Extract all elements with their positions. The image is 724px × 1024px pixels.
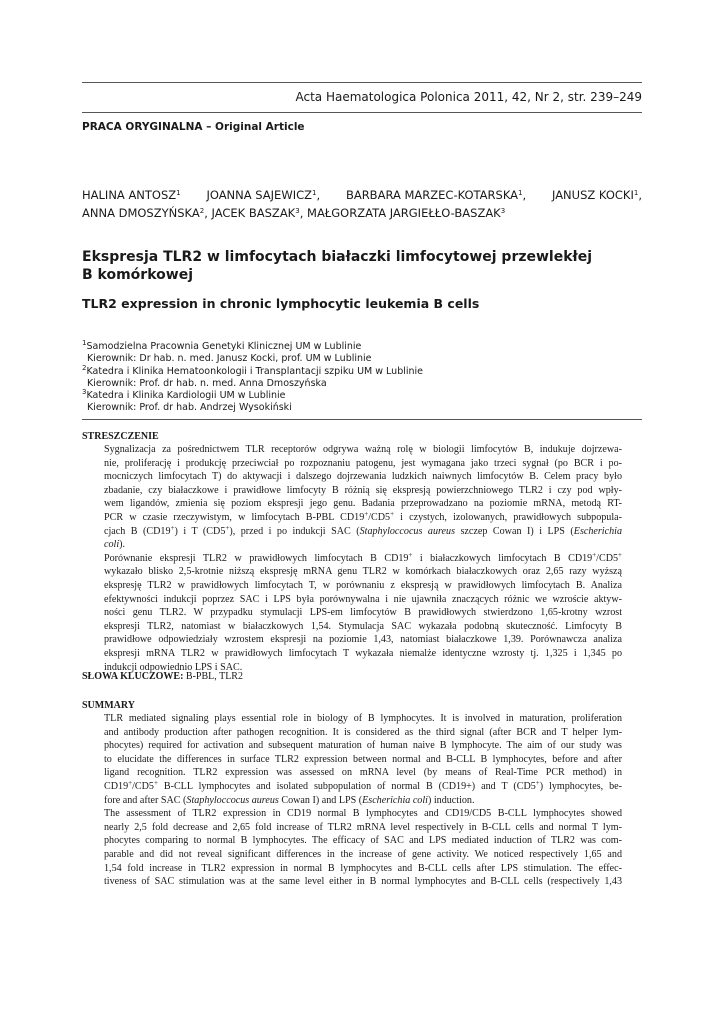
text-line: zbadanie, czy białaczkowe i prawidłowe limfocyty B różnią się ekspresją powierzchniowego TLR2 i czy pod wpły- [104,484,622,496]
text-line: nie, proliferację i produkcję przeciwciał po rozpoznaniu patogenu, jest wymagana jako trzeci sygnał (po BCR i po- [104,457,622,469]
text-line: coli). [104,539,126,551]
author: HALINA ANTOSZ$^1$ [82,188,181,202]
author: MAŁGORZATA JARGIEŁŁO-BASZAK$^3$ [307,206,506,220]
text-line: parable and did not reveal significant differences in the increase of gene activity. We noticed respectively 1,65 and [104,848,622,860]
affiliation-unit: $^2$Katedra i Klinika Hematoonkologii i Transplantacji szpiku UM w Lublinie [82,363,424,377]
article-type: PRACA ORYGINALNA – Original Article [82,121,305,133]
keywords: SŁOWA KLUCZOWE: B-PBL, TLR2 [82,671,243,682]
text-line: fore and after SAC (Staphyloccocus aureus Cowan I) and LPS (Escherichia coli) induction. [104,794,475,806]
author: JACEK BASZAK$^3$, [211,206,304,220]
text-line: and antibody production after pathogen recognition. It is considered as the third signal (after BCR and T helper lym- [104,726,622,738]
text-line: cjach B (CD19+) i T (CD5+), przed i po indukcji SAC (Staphyloccocus aureus szczep Cowan I) i LPS (Escherichia [104,523,622,537]
text-line: ekspresji TLR2, natomiast w białaczkowych 1,54. Stymulacja SAC wykazała podobną skuteczność. Limfocyty B [104,620,622,632]
affiliation-head: Kierownik: Prof. dr hab. Andrzej Wysokiński [87,402,292,414]
text-line: nearly 2,5 fold decrease and 2,65 fold increase of TLR2 mRNA level respectively in B-CLL cells and normal T lym- [104,821,622,833]
text-line: TLR mediated signaling plays essential role in biology of B lymphocytes. It is involved in maturation, proliferation [104,713,622,724]
abstract-en-heading: SUMMARY [82,700,135,711]
text-line: indukcji odpowiednio LPS i SAC. [104,661,243,673]
text-line: prawidłowe odpowiedziały wzrostem ekspresji na poziomie 1,43, natomiast białaczkowe 1,39. Porównawcza analiza [104,634,622,646]
text-line: Sygnalizacja za pośrednictwem TLR receptorów odgrywa ważną rolę w biologii limfocytów B, indukuje dojrzewa- [104,444,622,455]
affiliation-head: Kierownik: Prof. dr hab. n. med. Anna Dmoszyńska [87,377,327,389]
text-line: to elucidate the differences in surface TLR2 expression between normal and B-CLL B lymphocytes, before and after [104,753,622,765]
text-line: ligand recognition. TLR2 expression was assessed on mRNA level (by means of Real-Time PCR method) in [104,767,622,779]
text-line: PCR w czasie rzeczywistym, w limfocytach B-PBL CD19+/CD5+ i czystych, izolowanych, prawidłowych subpopula- [104,509,622,523]
text-line: Porównanie ekspresji TLR2 w prawidłowych limfocytach B CD19+ i białaczkowych limfocytach B CD19+/CD5+ [104,550,622,564]
abstract-en-body [104,712,622,889]
title-english: TLR2 expression in chronic lymphocytic leukemia B cells [82,296,480,311]
header-rule [82,112,642,113]
text-line: phocytes) required for activation and subsequent maturation of human naive B lymphocyte. The aim of our study was [104,740,622,752]
text-line: 1,54 fold increase in TLR2 expression in normal B lymphocytes and B-CLL cells after LPS stimulation. The effec- [104,862,622,874]
text-line: The assessment of TLR2 expression in CD19 normal B lymphocytes and CD19/CD5 B-CLL lymphocytes showed [104,808,622,820]
text-line: CD19+/CD5+ B-CLL lymphocytes and isolated subpopulation of normal B (CD19+) and T (CD5+) lymphocytes, be- [104,778,622,792]
abstract-pl-heading: STRESZCZENIE [82,431,159,442]
author: BARBARA MARZEC-KOTARSKA$^1$, [345,188,527,202]
text-line: ności genu TLR2. W przypadku stymulacji LPS-em limfocytów B prawidłowych stwierdzono 1,65-krotny wzrost [104,607,622,619]
affiliation-unit: $^3$Katedra i Klinika Kardiologii UM w Lublinie [82,388,286,402]
title-polish: Ekspresja TLR2 w limfocytach białaczki limfocytowej przewlekłej B komórkowej [82,249,593,283]
abstract-pl-body [104,443,622,674]
top-rule [82,82,642,83]
affiliations [82,341,642,415]
text-line: wykazało blisko 2,5-krotnie niższą ekspresję mRNA genu TLR2 w komórkach białaczkowych oraz 2,65 razy wyższą [104,566,622,578]
author: JOANNA SAJEWICZ$^1$, [206,188,321,202]
text-line: wem ligandów, zmienia się poziom ekspresji jego genu. Badania przeprowadzano na poziomie mRNA, metodą RT- [104,498,622,510]
text-line: ekspresji mRNA TLR2 w prawidłowych limfocytach T wykazała niemalże identyczne wzrosty tj. 1,325 i 1,345 po [104,647,622,659]
text-line: phocytes comparing to normal B lymphocytes. The efficacy of SAC and LPS mediated induction of TLR2 was com- [104,835,622,847]
journal-citation: Acta Haematologica Polonica 2011, 42, Nr 2, str. 239–249 [295,90,642,104]
author-list [82,186,642,222]
text-line: ekspresję TLR2 w prawidłowych limfocytach T, w porównaniu z ekspresją w prawidłowych limfocytach B. Analiza [104,579,622,591]
text-line: tiveness of SAC stimulation was at the same level either in B normal lymphocytes and B-CLL cells (respectively 1,43 [104,876,622,888]
affiliation-head: Kierownik: Dr hab. n. med. Janusz Kocki, prof. UM w Lublinie [87,353,372,365]
author: ANNA DMOSZYŃSKA$^2$, [82,206,208,220]
author: JANUSZ KOCKI$^1$, [552,188,642,202]
text-line: efektywności indukcji poprzez SAC i LPS była porównywalna i nie ujawniła znaczących różnic we wzroście aktyw- [104,593,622,605]
text-line: mocniczych limfocytach T) do aktywacji i dalszego dojrzewania ludzkich naiwnych limfocytów B. Celem pracy było [104,471,622,483]
affiliation-unit: $^1$Samodzielna Pracownia Genetyki Klinicznej UM w Lublinie [82,339,362,352]
section-rule [82,419,642,420]
